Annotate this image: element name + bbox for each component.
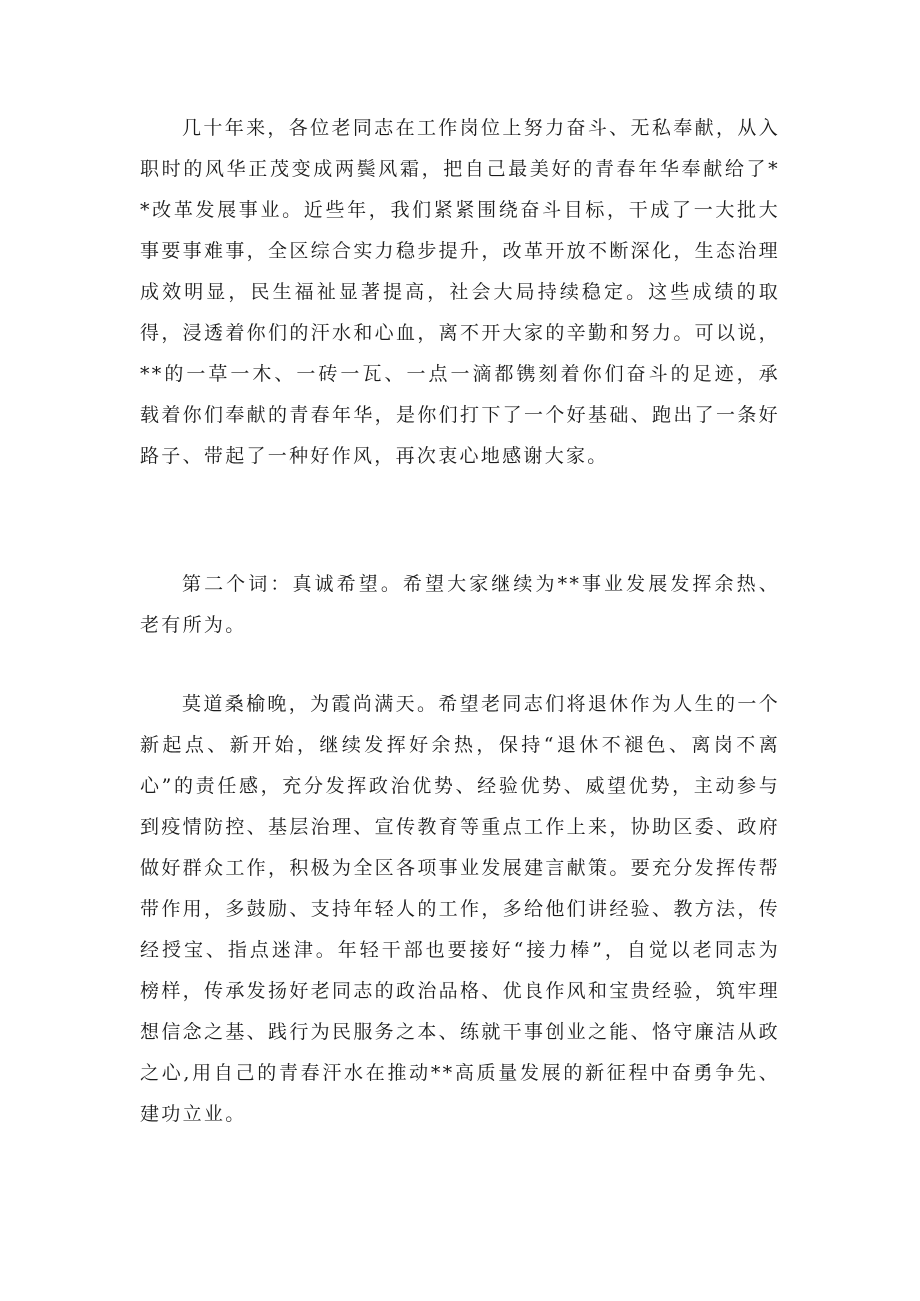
body-paragraph-3: 莫道桑榆晚，为霞尚满天。希望老同志们将退休作为人生的一个新起点、新开始，继续发挥好余热，保持“退休不褪色、离岗不离心”的责任感，充分发挥政治优势、经验优势、威望优势，主动参与到疫情防控、基层治理、宣传教育等重点工作上来，协助区委、政府做好群众工作，积极为全区各项事业发展建言献策。要充分发挥传帮带作用，多鼓励、支持年轻人的工作，多给他们讲经验、教方法，传经授宝、指点迷津。年轻干部也要接好“接力棒”，自觉以老同志为榜样，传承发扬好老同志的政治品格、优良作风和宝贵经验，筑牢理想信念之基、践行为民服务之本、练就干事创业之能、恪守廉洁从政之心,用自己的青春汗水在推动**高质量发展的新征程中奋勇争先、建功立业。 <box>140 693 780 1125</box>
body-paragraph-2: 第二个词：真诚希望。希望大家继续为**事业发展发挥余热、老有所为。 <box>140 573 780 636</box>
body-paragraph-1: 几十年来，各位老同志在工作岗位上努力奋斗、无私奉献，从入职时的风华正茂变成两鬓风霜，把自己最美好的青春年华奉献给了**改革发展事业。近些年，我们紧紧围绕奋斗目标，干成了一大批大事要事难事，全区综合实力稳步提升，改革开放不断深化，生态治理成效明显，民生福祉显著提高，社会大局持续稳定。这些成绩的取得，浸透着你们的汗水和心血，离不开大家的辛勤和努力。可以说，**的一草一木、一砖一瓦、一点一滴都镌刻着你们奋斗的足迹，承载着你们奉献的青春年华，是你们打下了一个好基础、跑出了一条好路子、带起了一种好作风，再次衷心地感谢大家。 <box>140 117 780 467</box>
